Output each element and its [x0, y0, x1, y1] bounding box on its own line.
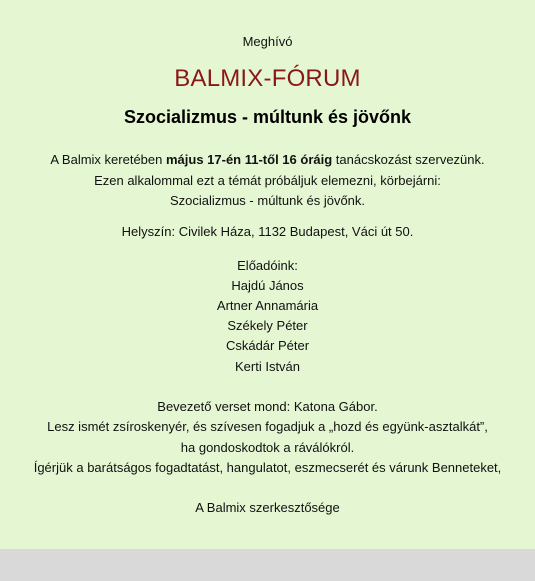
- intro-line-1: [0, 150, 535, 170]
- venue-text: Helyszín: Civilek Háza, 1132 Budapest, Váci út 50.: [121, 224, 414, 239]
- invitation-label: Meghívó: [242, 34, 293, 49]
- promo-line-1: Lesz ismét zsíroskenyér, és szívesen fogadjuk a „hozd és együnk-asztalkát”,: [47, 419, 488, 434]
- intro-line-3: Szocializmus - múltunk és jövőnk.: [169, 193, 366, 208]
- event-subtitle: Szocializmus - múltunk és jövőnk: [123, 107, 412, 127]
- event-title: BALMIX-FÓRUM: [174, 65, 361, 92]
- intro-line-2: Ezen alkalommal ezt a témát próbáljuk elemezni, körbejárni:: [94, 173, 441, 188]
- signature: A Balmix szerkesztősége: [195, 500, 340, 515]
- intro-prefix: A Balmix keretében: [50, 152, 166, 167]
- speaker-name: Hajdú János: [231, 278, 304, 293]
- speaker-name: Cskádár Péter: [225, 338, 310, 353]
- speaker-name: Kerti István: [234, 359, 301, 374]
- speaker-name: Artner Annamária: [216, 298, 319, 313]
- speaker-name: Székely Péter: [227, 318, 308, 333]
- intro-date-time: május 17-én 11-től 16 óráig: [165, 152, 333, 167]
- verse-line: Bevezető verset mond: Katona Gábor.: [157, 399, 378, 414]
- promo-line-3: Ígérjük a barátságos fogadtatást, hangulatot, eszmecserét és várunk Benneteket,: [33, 460, 502, 475]
- speakers-label: Előadóink:: [237, 258, 298, 273]
- promo-line-2: ha gondoskodtok a ráválókról.: [180, 440, 355, 455]
- intro-suffix: tanácskozást szervezünk.: [332, 152, 485, 167]
